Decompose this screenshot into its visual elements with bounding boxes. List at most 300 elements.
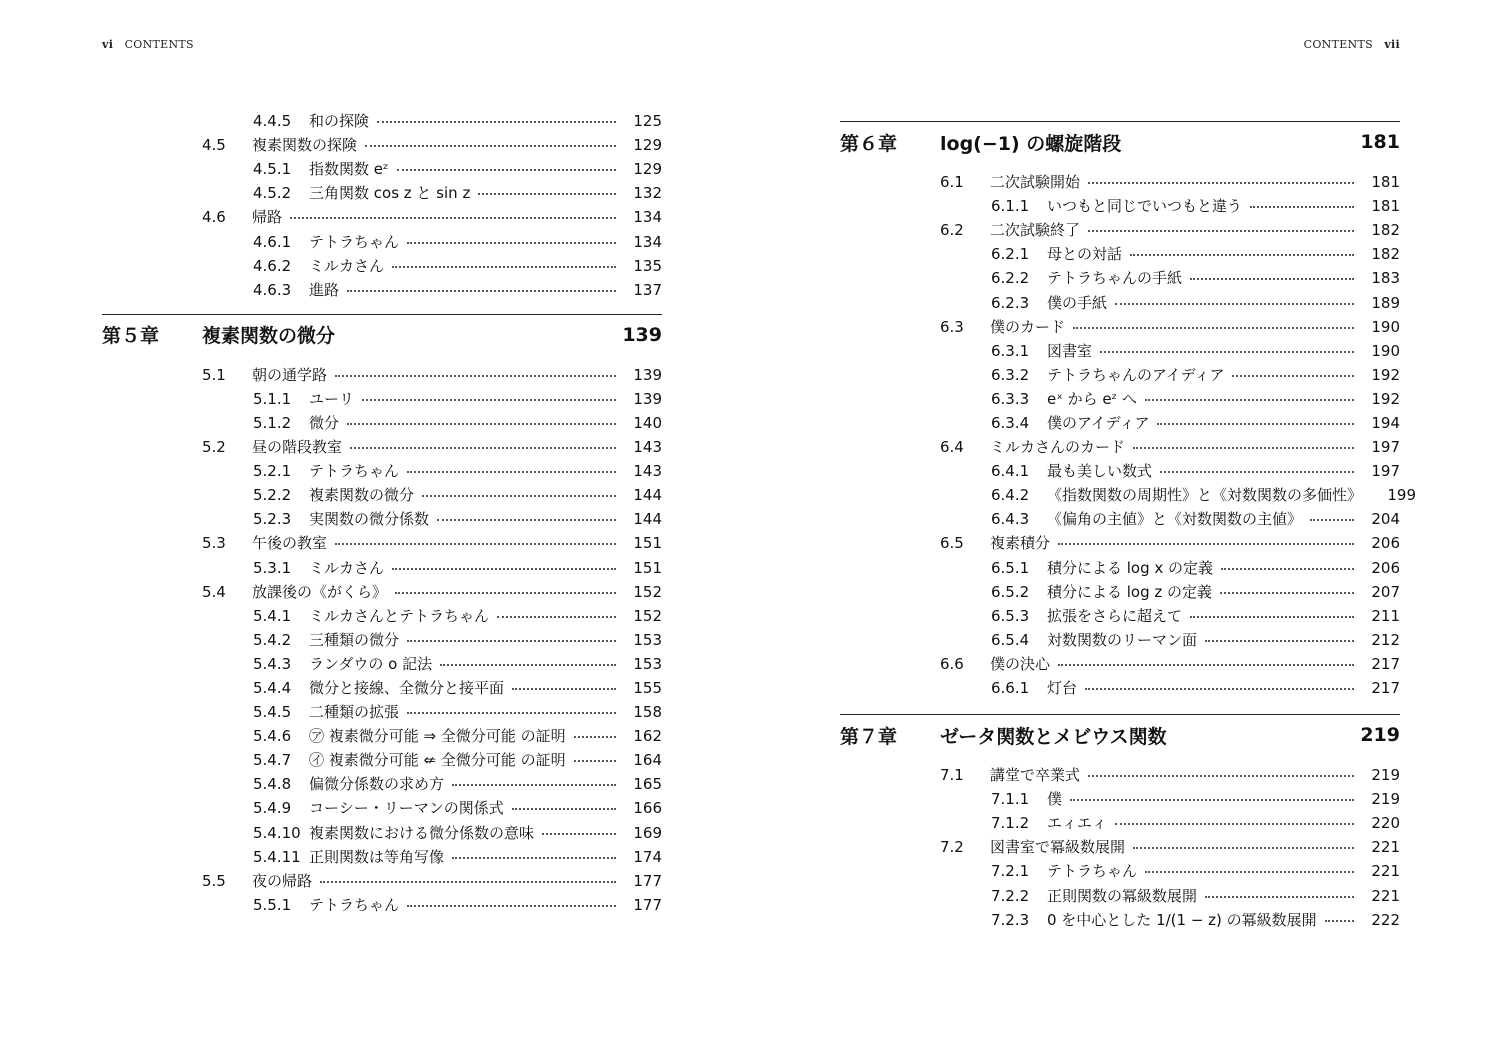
dot-leader bbox=[392, 266, 616, 268]
right-page-number: vii bbox=[1384, 38, 1400, 51]
toc-subsection-row[interactable] bbox=[840, 339, 1400, 363]
dot-leader bbox=[347, 423, 616, 425]
entry-title: 《偏角の主値》と《対数関数の主値》 bbox=[1047, 510, 1303, 529]
dot-leader bbox=[1250, 206, 1354, 208]
entry-page-number: 155 bbox=[633, 679, 662, 698]
entry-number: 5.2.1 bbox=[253, 462, 292, 481]
dot-leader bbox=[478, 193, 616, 195]
toc-list-ch4 bbox=[102, 109, 662, 302]
toc-subsection-row[interactable] bbox=[102, 411, 662, 435]
toc-subsection-row[interactable] bbox=[840, 908, 1400, 932]
chapter-heading-5[interactable] bbox=[102, 314, 662, 350]
entry-number: 5.1.1 bbox=[253, 389, 292, 408]
toc-subsection-row[interactable] bbox=[102, 652, 662, 676]
entry-title: 複素関数の微分 bbox=[309, 486, 415, 505]
dot-leader bbox=[407, 471, 616, 473]
entry-page-number: 135 bbox=[633, 256, 662, 275]
entry-number: 6.5.3 bbox=[991, 606, 1030, 625]
entry-page-number: 192 bbox=[1371, 365, 1400, 384]
toc-subsection-row[interactable] bbox=[102, 459, 662, 483]
dot-leader bbox=[1088, 182, 1354, 184]
entry-page-number: 182 bbox=[1371, 221, 1400, 240]
entry-number: 5.4.2 bbox=[253, 630, 292, 649]
entry-page-number: 132 bbox=[633, 184, 662, 203]
entry-page-number: 212 bbox=[1371, 630, 1400, 649]
dot-leader bbox=[365, 145, 616, 147]
entry-page-number: 219 bbox=[1371, 766, 1400, 785]
toc-section-row[interactable] bbox=[102, 531, 662, 555]
toc-subsection-row[interactable] bbox=[840, 628, 1400, 652]
toc-subsection-row[interactable] bbox=[840, 811, 1400, 835]
entry-title: 講堂で卒業式 bbox=[990, 766, 1081, 785]
entry-title: 二次試験終了 bbox=[990, 221, 1081, 240]
entry-page-number: 174 bbox=[633, 847, 662, 866]
dot-leader bbox=[335, 543, 616, 545]
entry-page-number: 190 bbox=[1371, 341, 1400, 360]
entry-title: 正則関数は等角写像 bbox=[309, 847, 445, 866]
entry-number: 6.3.1 bbox=[991, 341, 1030, 360]
toc-subsection-row[interactable] bbox=[102, 157, 662, 181]
dot-leader bbox=[1221, 568, 1354, 570]
dot-leader bbox=[395, 592, 616, 594]
entry-number: 5.4.4 bbox=[253, 679, 292, 698]
chapter-title: 複素関数の微分 bbox=[202, 325, 336, 348]
entry-page-number: 169 bbox=[633, 823, 662, 842]
entry-title: 二種類の拡張 bbox=[309, 703, 400, 722]
entry-title: 僕 bbox=[1047, 790, 1063, 809]
entry-page-number: 204 bbox=[1371, 510, 1400, 529]
toc-subsection-row[interactable] bbox=[102, 109, 662, 133]
entry-number: 5.4.9 bbox=[253, 799, 292, 818]
entry-title: ミルカさん bbox=[309, 256, 385, 275]
entry-page-number: 197 bbox=[1371, 462, 1400, 481]
dot-leader bbox=[1157, 423, 1354, 425]
entry-number: 6.2.2 bbox=[991, 269, 1030, 288]
entry-page-number: 129 bbox=[633, 136, 662, 155]
entry-number: 4.5.2 bbox=[253, 184, 292, 203]
entry-number: 5.3.1 bbox=[253, 558, 292, 577]
entry-number: 5.4 bbox=[202, 582, 226, 601]
entry-number: 5.2.2 bbox=[253, 486, 292, 505]
chapter-page: 139 bbox=[622, 323, 662, 346]
entry-number: 5.1 bbox=[202, 365, 226, 384]
toc-subsection-row[interactable] bbox=[102, 229, 662, 253]
toc-subsection-row[interactable] bbox=[840, 387, 1400, 411]
entry-number: 6.3.3 bbox=[991, 389, 1030, 408]
entry-number: 5.4.7 bbox=[253, 751, 292, 770]
entry-page-number: 139 bbox=[633, 389, 662, 408]
entry-number: 4.6.1 bbox=[253, 232, 292, 251]
entry-title: 朝の通学路 bbox=[252, 365, 328, 384]
entry-number: 4.6.3 bbox=[253, 280, 292, 299]
entry-page-number: 221 bbox=[1371, 862, 1400, 881]
entry-title: ミルカさんとテトラちゃん bbox=[309, 606, 490, 625]
dot-leader bbox=[392, 568, 616, 570]
dot-leader bbox=[362, 399, 616, 401]
entry-page-number: 207 bbox=[1371, 582, 1400, 601]
entry-number: 6.4 bbox=[940, 438, 964, 457]
entry-title: 進路 bbox=[309, 280, 340, 299]
entry-page-number: 144 bbox=[633, 486, 662, 505]
dot-leader bbox=[574, 736, 616, 738]
dot-leader bbox=[1133, 447, 1354, 449]
entry-page-number: 217 bbox=[1371, 654, 1400, 673]
entry-page-number: 134 bbox=[633, 232, 662, 251]
toc-subsection-row[interactable] bbox=[102, 676, 662, 700]
entry-page-number: 183 bbox=[1371, 269, 1400, 288]
chapter-page: 219 bbox=[1360, 724, 1400, 747]
entry-title: ㋐ 複素微分可能 ⇒ 全微分可能 の証明 bbox=[309, 727, 566, 746]
entry-title: テトラちゃんのアイディア bbox=[1047, 365, 1225, 384]
toc-subsection-row[interactable] bbox=[102, 628, 662, 652]
dot-leader bbox=[1088, 230, 1354, 232]
toc-subsection-row[interactable] bbox=[840, 604, 1400, 628]
toc-section-row[interactable] bbox=[840, 170, 1400, 194]
entry-number: 5.5.1 bbox=[253, 895, 292, 914]
entry-page-number: 152 bbox=[633, 582, 662, 601]
toc-subsection-row[interactable] bbox=[102, 254, 662, 278]
chapter-page: 181 bbox=[1360, 131, 1400, 153]
toc-subsection-row[interactable] bbox=[840, 787, 1400, 811]
toc-subsection-row[interactable] bbox=[102, 483, 662, 507]
toc-subsection-row[interactable] bbox=[102, 387, 662, 411]
entry-number: 4.5.1 bbox=[253, 160, 292, 179]
dot-leader bbox=[1190, 616, 1354, 618]
entry-page-number: 197 bbox=[1371, 438, 1400, 457]
toc-section-row[interactable] bbox=[840, 531, 1400, 555]
entry-title: 0 を中心とした 1/(1 − z) の冪級数展開 bbox=[1047, 910, 1317, 929]
dot-leader bbox=[497, 616, 616, 618]
toc-section-row[interactable] bbox=[102, 869, 662, 893]
dot-leader bbox=[1205, 896, 1354, 898]
entry-title: ミルカさんのカード bbox=[990, 438, 1126, 457]
dot-leader bbox=[407, 712, 616, 714]
entry-title: eˣ から eᶻ へ bbox=[1047, 389, 1137, 408]
toc-subsection-row[interactable] bbox=[102, 796, 662, 820]
entry-page-number: 222 bbox=[1371, 910, 1400, 929]
chapter-number: 第７章 bbox=[840, 725, 898, 748]
entry-title: 放課後の《がくら》 bbox=[252, 582, 388, 601]
right-running-head bbox=[1304, 38, 1400, 51]
dot-leader bbox=[377, 121, 616, 123]
dot-leader bbox=[1100, 351, 1354, 353]
entry-title: 二次試験開始 bbox=[990, 173, 1081, 192]
entry-title: 複素関数の探険 bbox=[252, 136, 358, 155]
toc-list-ch7 bbox=[840, 763, 1400, 932]
toc-subsection-row[interactable] bbox=[102, 700, 662, 724]
left-page-number: vi bbox=[102, 38, 114, 51]
entry-title: ミルカさん bbox=[309, 558, 385, 577]
entry-number: 6.5.4 bbox=[991, 630, 1030, 649]
entry-number: 5.4.6 bbox=[253, 727, 292, 746]
toc-section-row[interactable] bbox=[840, 652, 1400, 676]
entry-page-number: 129 bbox=[633, 160, 662, 179]
entry-page-number: 165 bbox=[633, 775, 662, 794]
toc-subsection-row[interactable] bbox=[840, 556, 1400, 580]
entry-title: ㋑ 複素微分可能 ⇍ 全微分可能 の証明 bbox=[309, 751, 566, 770]
entry-page-number: 177 bbox=[633, 871, 662, 890]
toc-subsection-row[interactable] bbox=[102, 772, 662, 796]
entry-title: 僕の手紙 bbox=[1047, 293, 1108, 312]
entry-page-number: 199 bbox=[1387, 486, 1417, 505]
toc-section-row[interactable] bbox=[102, 363, 662, 387]
right-toc bbox=[840, 109, 1417, 932]
toc-subsection-row[interactable] bbox=[840, 411, 1400, 435]
left-toc bbox=[102, 109, 662, 917]
entry-title: ランダウの o 記法 bbox=[309, 654, 433, 673]
toc-subsection-row[interactable] bbox=[840, 507, 1400, 531]
dot-leader bbox=[1085, 688, 1354, 690]
entry-number: 6.2.1 bbox=[991, 245, 1030, 264]
entry-title: 対数関数のリーマン面 bbox=[1047, 630, 1198, 649]
entry-page-number: 166 bbox=[633, 799, 662, 818]
entry-number: 5.4.8 bbox=[253, 775, 292, 794]
dot-leader bbox=[542, 833, 616, 835]
dot-leader bbox=[1160, 471, 1354, 473]
toc-subsection-row[interactable] bbox=[102, 278, 662, 302]
toc-section-row[interactable] bbox=[102, 580, 662, 604]
toc-subsection-row[interactable] bbox=[102, 821, 662, 845]
toc-section-row[interactable] bbox=[102, 133, 662, 157]
toc-subsection-row[interactable] bbox=[840, 194, 1400, 218]
entry-title: 複素関数における微分係数の意味 bbox=[309, 823, 535, 842]
entry-page-number: 182 bbox=[1371, 245, 1400, 264]
entry-page-number: 217 bbox=[1371, 679, 1400, 698]
entry-title: 積分による log z の定義 bbox=[1047, 582, 1213, 601]
entry-page-number: 221 bbox=[1371, 838, 1400, 857]
entry-page-number: 137 bbox=[633, 280, 662, 299]
dot-leader bbox=[437, 519, 616, 521]
chapter-title: ゼータ関数とメビウス関数 bbox=[940, 725, 1167, 748]
dot-leader bbox=[440, 664, 616, 666]
dot-leader bbox=[452, 784, 616, 786]
entry-page-number: 153 bbox=[633, 630, 662, 649]
entry-number: 7.1.1 bbox=[991, 790, 1030, 809]
entry-page-number: 220 bbox=[1371, 814, 1400, 833]
entry-title: 和の探険 bbox=[309, 112, 370, 131]
entry-title: 積分による log x の定義 bbox=[1047, 558, 1214, 577]
chapter-number: 第６章 bbox=[840, 132, 898, 155]
entry-page-number: 181 bbox=[1371, 197, 1400, 216]
entry-page-number: 206 bbox=[1371, 534, 1400, 553]
entry-number: 4.5 bbox=[202, 136, 226, 155]
entry-page-number: 164 bbox=[633, 751, 662, 770]
entry-title: 《指数関数の周期性》と《対数関数の多価性》 bbox=[1047, 486, 1363, 505]
entry-number: 6.4.2 bbox=[991, 486, 1030, 505]
entry-number: 6.3.2 bbox=[991, 365, 1030, 384]
entry-number: 5.4.11 bbox=[253, 847, 301, 866]
dot-leader bbox=[1220, 592, 1354, 594]
entry-title: 母との対話 bbox=[1047, 245, 1123, 264]
entry-title: ユーリ bbox=[309, 389, 355, 408]
entry-number: 5.2 bbox=[202, 438, 226, 457]
dot-leader bbox=[512, 808, 616, 810]
toc-subsection-row[interactable] bbox=[102, 507, 662, 531]
dot-leader bbox=[320, 881, 616, 883]
entry-page-number: 219 bbox=[1371, 790, 1400, 809]
entry-title: テトラちゃんの手紙 bbox=[1047, 269, 1183, 288]
entry-page-number: 190 bbox=[1371, 317, 1400, 336]
entry-page-number: 192 bbox=[1371, 389, 1400, 408]
toc-section-row[interactable] bbox=[840, 835, 1400, 859]
dot-leader bbox=[1130, 254, 1354, 256]
dot-leader bbox=[1088, 775, 1354, 777]
dot-leader bbox=[512, 688, 616, 690]
entry-page-number: 143 bbox=[633, 462, 662, 481]
entry-title: テトラちゃん bbox=[309, 462, 400, 481]
toc-subsection-row[interactable] bbox=[102, 845, 662, 869]
dot-leader bbox=[1325, 920, 1354, 922]
chapter-number: 第５章 bbox=[102, 325, 160, 348]
entry-number: 6.3.4 bbox=[991, 413, 1030, 432]
toc-subsection-row[interactable] bbox=[840, 363, 1400, 387]
dot-leader bbox=[1073, 327, 1354, 329]
entry-title: 拡張をさらに超えて bbox=[1047, 606, 1183, 625]
entry-title: 帰路 bbox=[252, 208, 283, 227]
entry-title: コーシー・リーマンの関係式 bbox=[309, 799, 504, 818]
entry-title: 指数関数 eᶻ bbox=[309, 160, 389, 179]
entry-number: 6.6 bbox=[940, 654, 964, 673]
entry-title: 微分と接線、全微分と接平面 bbox=[309, 679, 505, 698]
entry-number: 5.1.2 bbox=[253, 413, 292, 432]
chapter-heading-7[interactable] bbox=[840, 714, 1400, 750]
entry-number: 6.2 bbox=[940, 221, 964, 240]
entry-number: 6.1 bbox=[940, 173, 964, 192]
toc-subsection-row[interactable] bbox=[102, 181, 662, 205]
entry-number: 5.5 bbox=[202, 871, 226, 890]
entry-number: 7.2.3 bbox=[991, 910, 1030, 929]
dot-leader bbox=[407, 242, 616, 244]
entry-page-number: 194 bbox=[1371, 413, 1400, 432]
toc-subsection-row[interactable] bbox=[102, 604, 662, 628]
dot-leader bbox=[347, 290, 616, 292]
entry-page-number: 143 bbox=[633, 438, 662, 457]
entry-title: 偏微分係数の求め方 bbox=[309, 775, 445, 794]
toc-subsection-row[interactable] bbox=[840, 459, 1400, 483]
entry-number: 7.1.2 bbox=[991, 814, 1030, 833]
entry-title: 最も美しい数式 bbox=[1047, 462, 1153, 481]
toc-section-row[interactable] bbox=[840, 763, 1400, 787]
entry-title: 複素積分 bbox=[990, 534, 1051, 553]
entry-page-number: 140 bbox=[633, 413, 662, 432]
toc-subsection-row[interactable] bbox=[840, 676, 1400, 700]
dot-leader bbox=[1145, 871, 1354, 873]
entry-number: 5.4.5 bbox=[253, 703, 292, 722]
entry-page-number: 151 bbox=[633, 558, 662, 577]
toc-subsection-row[interactable] bbox=[102, 748, 662, 772]
entry-number: 5.4.1 bbox=[253, 606, 292, 625]
entry-page-number: 152 bbox=[633, 606, 662, 625]
toc-subsection-row[interactable] bbox=[840, 884, 1400, 908]
dot-leader bbox=[335, 375, 616, 377]
dot-leader bbox=[1115, 823, 1354, 825]
entry-page-number: 181 bbox=[1371, 173, 1400, 192]
toc-subsection-row[interactable] bbox=[840, 266, 1400, 290]
entry-title: 午後の教室 bbox=[252, 534, 328, 553]
entry-title: 昼の階段教室 bbox=[252, 438, 343, 457]
entry-number: 5.2.3 bbox=[253, 510, 292, 529]
chapter-title: log(−1) の螺旋階段 bbox=[940, 132, 1122, 155]
entry-page-number: 125 bbox=[633, 112, 662, 131]
dot-leader bbox=[1058, 543, 1354, 545]
entry-page-number: 221 bbox=[1371, 886, 1400, 905]
entry-number: 6.4.3 bbox=[991, 510, 1030, 529]
entry-page-number: 158 bbox=[633, 703, 662, 722]
entry-number: 6.3 bbox=[940, 317, 964, 336]
right-header-label: CONTENTS bbox=[1303, 38, 1373, 51]
toc-subsection-row[interactable] bbox=[840, 859, 1400, 883]
toc-subsection-row[interactable] bbox=[840, 483, 1417, 507]
toc-section-row[interactable] bbox=[840, 435, 1400, 459]
entry-title: エィエィ bbox=[1047, 814, 1108, 833]
toc-subsection-row[interactable] bbox=[840, 290, 1400, 314]
dot-leader bbox=[290, 217, 616, 219]
entry-title: テトラちゃん bbox=[1047, 862, 1138, 881]
toc-section-row[interactable] bbox=[840, 218, 1400, 242]
dot-leader bbox=[397, 169, 617, 171]
left-header-label: CONTENTS bbox=[124, 38, 194, 51]
entry-page-number: 211 bbox=[1371, 606, 1400, 625]
entry-title: いつもと同じでいつもと違う bbox=[1047, 197, 1243, 216]
entry-title: 実関数の微分係数 bbox=[309, 510, 430, 529]
dot-leader bbox=[1145, 399, 1354, 401]
entry-number: 6.2.3 bbox=[991, 293, 1030, 312]
toc-list-ch6 bbox=[840, 170, 1417, 700]
entry-number: 7.2.1 bbox=[991, 862, 1030, 881]
entry-page-number: 177 bbox=[633, 895, 662, 914]
entry-title: 夜の帰路 bbox=[252, 871, 313, 890]
entry-title: 微分 bbox=[309, 413, 340, 432]
entry-page-number: 139 bbox=[633, 365, 662, 384]
dot-leader bbox=[1310, 519, 1354, 521]
dot-leader bbox=[1190, 278, 1354, 280]
entry-title: 三角関数 cos z と sin z bbox=[309, 184, 471, 203]
entry-page-number: 144 bbox=[633, 510, 662, 529]
entry-page-number: 153 bbox=[633, 654, 662, 673]
right-page bbox=[750, 0, 1500, 1063]
dot-leader bbox=[1133, 847, 1354, 849]
entry-number: 5.4.10 bbox=[253, 823, 301, 842]
chapter-heading-6[interactable] bbox=[840, 121, 1400, 157]
entry-title: 図書室で冪級数展開 bbox=[990, 838, 1126, 857]
dot-leader bbox=[1232, 375, 1354, 377]
entry-number: 7.2.2 bbox=[991, 886, 1030, 905]
toc-subsection-row[interactable] bbox=[840, 580, 1400, 604]
entry-number: 5.4.3 bbox=[253, 654, 292, 673]
dot-leader bbox=[1115, 303, 1354, 305]
entry-number: 7.2 bbox=[940, 838, 964, 857]
toc-section-row[interactable] bbox=[102, 435, 662, 459]
toc-section-row[interactable] bbox=[102, 205, 662, 229]
entry-number: 4.6 bbox=[202, 208, 226, 227]
toc-subsection-row[interactable] bbox=[840, 242, 1400, 266]
entry-title: テトラちゃん bbox=[309, 895, 400, 914]
entry-number: 6.4.1 bbox=[991, 462, 1030, 481]
entry-title: 僕のアイディア bbox=[1047, 413, 1150, 432]
toc-subsection-row[interactable] bbox=[102, 556, 662, 580]
dot-leader bbox=[452, 857, 616, 859]
entry-page-number: 162 bbox=[633, 727, 662, 746]
entry-title: 僕の決心 bbox=[990, 654, 1051, 673]
toc-subsection-row[interactable] bbox=[102, 724, 662, 748]
toc-section-row[interactable] bbox=[840, 315, 1400, 339]
dot-leader bbox=[350, 447, 616, 449]
entry-page-number: 151 bbox=[633, 534, 662, 553]
entry-title: テトラちゃん bbox=[309, 232, 400, 251]
entry-number: 4.4.5 bbox=[253, 112, 292, 131]
toc-subsection-row[interactable] bbox=[102, 893, 662, 917]
entry-number: 5.3 bbox=[202, 534, 226, 553]
